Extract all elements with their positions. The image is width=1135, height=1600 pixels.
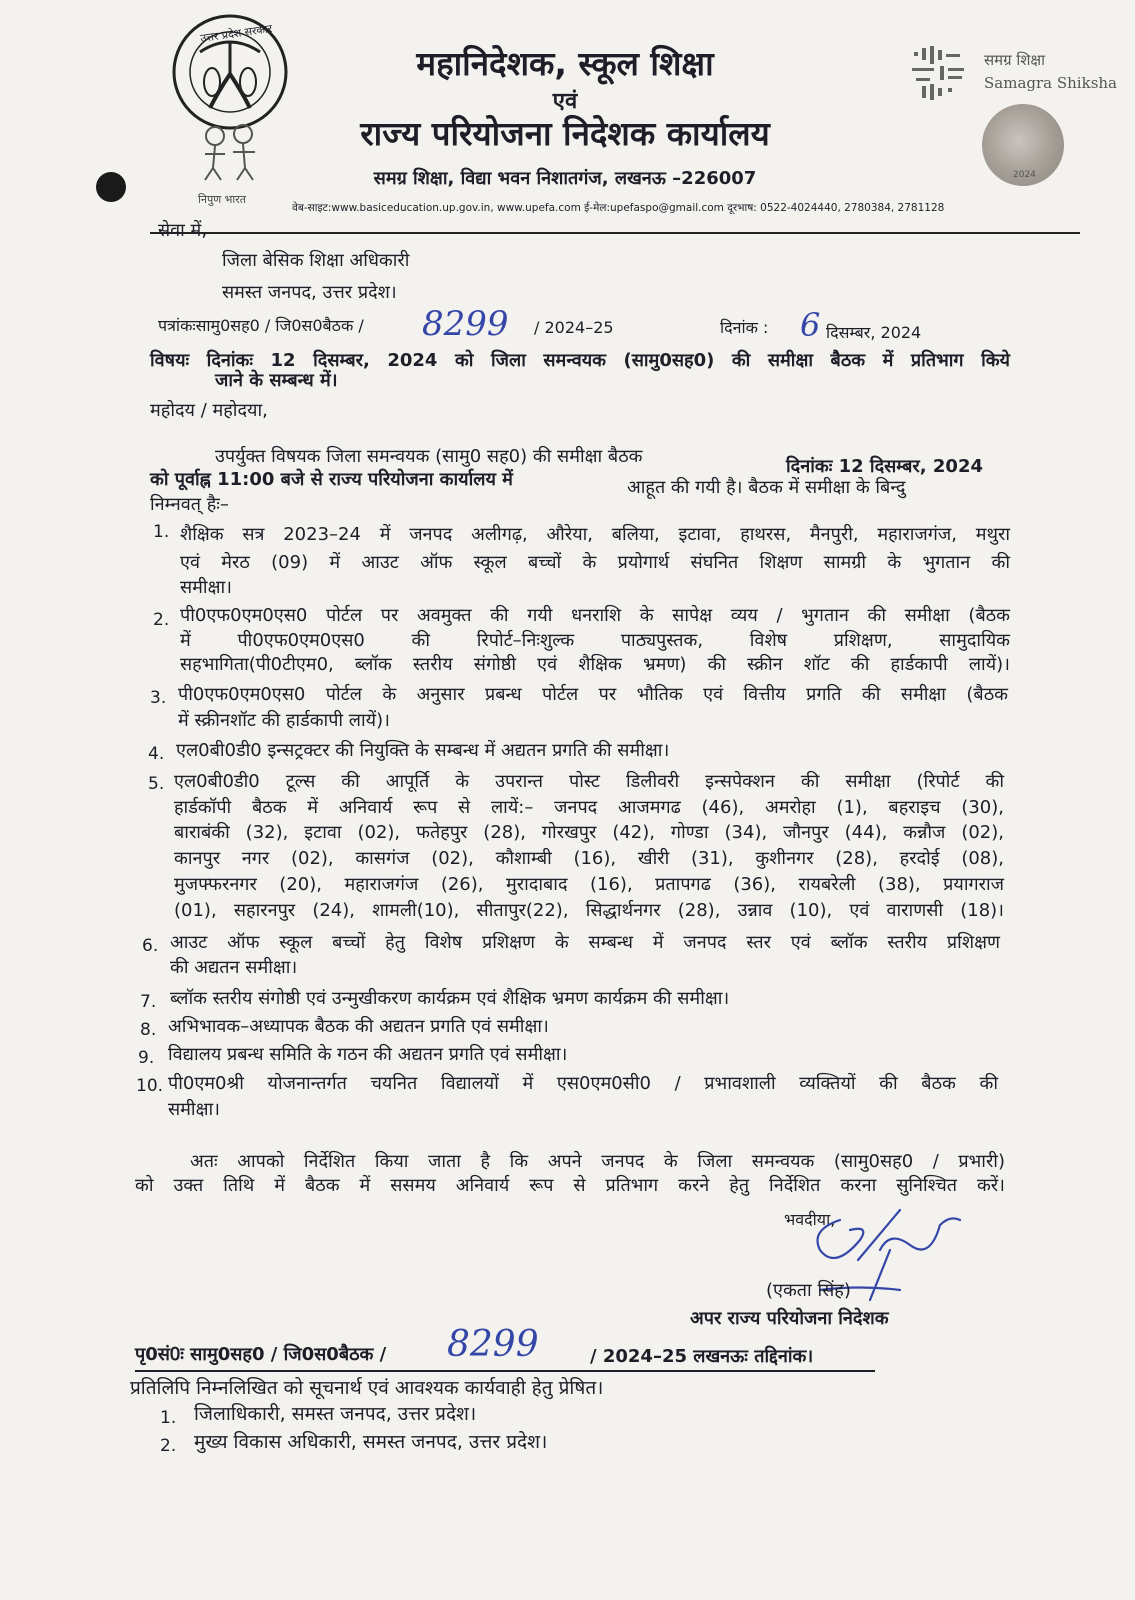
office-title-line2: एवं — [552, 89, 578, 114]
office-title-line3: राज्य परियोजना निदेशक कार्यालय — [360, 114, 770, 153]
samagra-shiksha-hindi: समग्र शिक्षा — [984, 51, 1046, 69]
reference-suffix: / 2024–25 — [534, 318, 614, 337]
date-label: दिनांक : — [720, 318, 769, 337]
point-line: समीक्षा। — [180, 577, 232, 598]
signatory-name: (एकता सिंह) — [766, 1280, 851, 1301]
copy-item-text: जिलाधिकारी, समस्त जनपद, उत्तर प्रदेश। — [194, 1403, 477, 1425]
closing-line2: को उक्त तिथि में बैठक में ससमय अनिवार्य रूप से प्रतिभाग करने हेतु निर्देशित करना सुनिश्चित करें। — [135, 1175, 1005, 1196]
addressee-salutation: सेवा में, — [158, 220, 208, 241]
nipun-bharat-logo — [185, 118, 275, 184]
intro-line2-bold: को पूर्वाह्न 11:00 बजे से राज्य परियोजना कार्यालय में — [150, 469, 513, 490]
punch-hole — [96, 172, 126, 202]
point-line: अभिभावक–अध्यापक बैठक की अद्यतन प्रगति एवं समीक्षा। — [168, 1016, 549, 1037]
seal-year: 2024 — [1013, 170, 1036, 180]
samagra-shiksha-english: Samagra Shiksha — [984, 74, 1117, 92]
point-number: 2. — [153, 610, 170, 630]
subject-line2: जाने के सम्बन्ध में। — [215, 370, 338, 391]
signatory-designation: अपर राज्य परियोजना निदेशक — [690, 1308, 889, 1329]
point-number: 9. — [138, 1048, 155, 1068]
endorsement-reference — [135, 1324, 875, 1372]
point-line: आउट ऑफ स्कूल बच्चों हेतु विशेष प्रशिक्षण के सम्बन्ध में जनपद स्तर एवं ब्लॉक स्तरीय प्रशिक्षण — [170, 932, 1000, 953]
point-line: विद्यालय प्रबन्ध समिति के गठन की अद्यतन प्रगति एवं समीक्षा। — [168, 1044, 568, 1065]
point-line: पी0एफ0एम0एस0 पोर्टल के अनुसार प्रबन्ध पोर्टल पर भौतिक एवं वित्तीय प्रगति की समीक्षा (बैठक — [178, 684, 1008, 705]
point-number: 8. — [140, 1020, 157, 1040]
header-divider — [150, 232, 1080, 234]
handwritten-endorsement-number: 8299 — [447, 1324, 539, 1365]
point-line: (01), सहारनपुर (24), शामली(10), सीतापुर(22), सिद्धार्थनगर (28), उन्नाव (10), एवं वाराणसी (18)। — [174, 900, 1004, 921]
point-number: 3. — [150, 688, 167, 708]
handwritten-date-day: 6 — [800, 306, 821, 344]
intro-line3: निम्नवत् हैः– — [150, 494, 229, 515]
closing-line1: अतः आपको निर्देशित किया जाता है कि अपने जनपद के जिला समन्वयक (सामु0सह0 / प्रभारी) — [190, 1151, 1005, 1172]
intro-line1-normal: उपर्युक्त विषयक जिला समन्वयक (सामु0 सह0) की समीक्षा बैठक — [215, 446, 643, 467]
reference-prefix: पत्रांकःसामु0सह0 / जि0स0बैठक / — [158, 316, 364, 335]
point-line: समीक्षा। — [168, 1099, 220, 1120]
greeting: महोदय / महोदया, — [150, 400, 268, 421]
point-number: 1. — [153, 522, 170, 542]
point-number: 10. — [136, 1076, 164, 1096]
copy-item-number: 1. — [160, 1408, 177, 1428]
copy-line: प्रतिलिपि निम्नलिखित को सूचनार्थ एवं आवश्यक कार्यवाही हेतु प्रेषित। — [130, 1377, 604, 1399]
point-line: एल0बी0डी0 इन्सट्रक्टर की नियुक्ति के सम्बन्ध में अद्यतन प्रगति की समीक्षा। — [176, 740, 670, 761]
nipun-label: निपुण भारत — [198, 193, 247, 206]
point-line: पी0एम0श्री योजनान्तर्गत चयनित विद्यालयों में एस0एम0सी0 / प्रभावशाली व्यक्तियों की बैठक की — [168, 1073, 998, 1094]
handwritten-letter-number: 8299 — [422, 304, 509, 344]
office-address: समग्र शिक्षा, विद्या भवन निशातगंज, लखनऊ –226007 — [373, 168, 757, 189]
point-line: एल0बी0डी0 टूल्स की आपूर्ति के उपरान्त पोस्ट डिलीवरी इन्सपेक्शन की समीक्षा (रिपोर्ट की — [174, 771, 1004, 792]
addressee-line2: समस्त जनपद, उत्तर प्रदेश। — [222, 282, 397, 303]
emblem-text: उत्तर प्रदेश सरकार — [199, 22, 273, 45]
point-number: 4. — [148, 744, 165, 764]
date-rest: दिसम्बर, 2024 — [826, 323, 922, 342]
office-contact: वेब-साइट:www.basiceducation.up.gov.in, www.upefa.com ई-मेल:upefaspo@gmail.com दूरभाष: 0522-4024440, 2780384, 2781128 — [292, 202, 945, 214]
point-line: शैक्षिक सत्र 2023–24 में जनपद अलीगढ़, औरेया, बलिया, इटावा, हाथरस, मैनपुरी, महाराजगंज, मथुरा — [180, 524, 1010, 545]
samagra-shiksha-logo-icon — [908, 44, 968, 104]
endorsement-suffix: / 2024–25 लखनऊः तद्दिनांक। — [590, 1346, 814, 1367]
point-line: सहभागिता(पी0टीएम0, ब्लॉक स्तरीय संगोष्ठी एवं शैक्षिक भ्रमण) की स्क्रीन शॉट की हार्डकापी लायें)। — [180, 654, 1010, 675]
point-number: 6. — [142, 936, 159, 956]
point-line: में पी0एफ0एम0एस0 की रिपोर्ट–निःशुल्क पाठ्यपुस्तक, विशेष प्रशिक्षण, सामुदायिक — [180, 630, 1010, 651]
point-line: में स्क्रीनशॉट की हार्डकापी लायें)। — [178, 710, 390, 731]
point-line: कानपुर नगर (02), कासगंज (02), कौशाम्बी (16), खीरी (31), कुशीनगर (28), हरदोई (08), — [174, 848, 1004, 869]
copy-item-text: मुख्य विकास अधिकारी, समस्त जनपद, उत्तर प्रदेश। — [194, 1431, 548, 1453]
intro-line1-bold: दिनांकः 12 दिसम्बर, 2024 — [786, 456, 983, 477]
point-number: 5. — [148, 774, 165, 794]
point-line: बाराबंकी (32), इटावा (02), फतेहपुर (28), गोरखपुर (42), गोण्डा (34), जौनपुर (44), कन्नौज (02), — [174, 822, 1004, 843]
valediction: भवदीया, — [784, 1210, 836, 1229]
endorsement-prefix: पृ0सं0ः सामु0सह0 / जि0स0बैठक / — [135, 1344, 387, 1365]
point-line: मुजफ्फरनगर (20), महाराजगंज (26), मुरादाबाद (16), प्रतापगढ (36), रायबरेली (38), प्रयागराज — [174, 874, 1004, 895]
point-line: हार्डकॉपी बैठक में अनिवार्य रूप से लायें:– जनपद आजमगढ (46), अमरोहा (1), बहराइच (30), — [174, 797, 1004, 818]
point-line: ब्लॉक स्तरीय संगोष्ठी एवं उन्मुखीकरण कार्यक्रम एवं शैक्षिक भ्रमण कार्यक्रम की समीक्षा। — [170, 988, 730, 1009]
point-number: 7. — [140, 992, 157, 1012]
subject-line1: विषयः दिनांकः 12 दिसम्बर, 2024 को जिला समन्वयक (सामु0सह0) की समीक्षा बैठक में प्रतिभाग किये — [150, 350, 1010, 371]
addressee-line1: जिला बेसिक शिक्षा अधिकारी — [222, 250, 410, 271]
office-title-line1: महानिदेशक, स्कूल शिक्षा — [416, 44, 714, 83]
point-line: पी0एफ0एम0एस0 पोर्टल पर अवमुक्त की गयी धनराशि के सापेक्ष व्यय / भुगतान की समीक्षा (बैठक — [180, 605, 1010, 626]
point-line: एवं मेरठ (09) में आउट ऑफ स्कूल बच्चों के प्रयोगार्थ संघनित शिक्षण सामग्री के भुगतान की — [180, 552, 1010, 573]
intro-line2-normal: आहूत की गयी है। बैठक में समीक्षा के बिन्दु — [627, 477, 906, 498]
point-line: की अद्यतन समीक्षा। — [170, 957, 298, 978]
copy-item-number: 2. — [160, 1436, 177, 1456]
